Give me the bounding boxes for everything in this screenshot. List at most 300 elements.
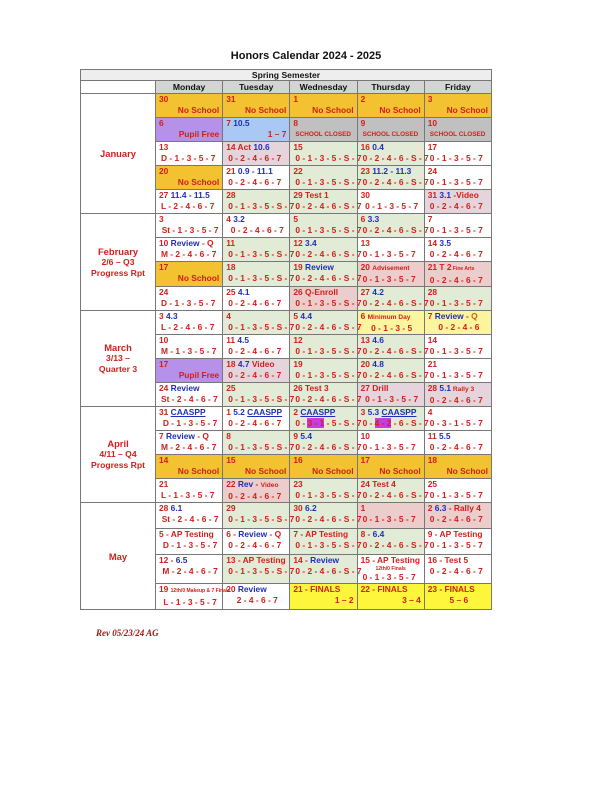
schedule-text: - 7 [282,442,295,452]
title-text: 18 [226,359,238,369]
title-text: 21 [427,359,438,369]
day-cell[interactable] [223,238,295,262]
day-cell-title [428,214,488,225]
day-cell[interactable] [156,190,223,214]
title-text: 13 [159,142,169,152]
day-cell-title [159,190,219,201]
day-cell-title [293,479,353,490]
lesson-number: 4.4 [300,311,313,321]
day-cell[interactable] [357,555,424,584]
day-cell[interactable] [290,407,362,431]
day-cell[interactable] [223,555,295,584]
day-cell-title [226,311,286,322]
s-period: S [276,322,283,332]
test-label: Q [274,529,282,539]
s-period: S [343,490,350,500]
title-text: 11 [226,335,238,345]
title-text: 20 [360,262,373,272]
day-cell[interactable] [156,431,223,455]
day-cell[interactable] [357,214,429,238]
day-cell-title [293,503,353,514]
schedule-text: 0 - 2 - 4 - 6 - [362,540,411,550]
day-cell[interactable] [290,190,362,214]
day-cell-title [159,238,219,249]
day-cell-title [293,287,353,298]
day-cell[interactable] [424,287,491,311]
day-cell-title [428,455,488,466]
day-cell-schedule [226,514,295,525]
lesson-number: 5.3 [367,407,380,417]
day-cell[interactable] [290,311,362,335]
s-period: S [343,273,350,283]
day-cell[interactable] [424,555,491,584]
day-cell-title [361,214,421,225]
day-cell[interactable] [424,190,491,214]
day-cell[interactable] [290,238,362,262]
day-cell[interactable] [424,503,491,529]
day-cell[interactable] [357,166,429,190]
day-cell-title [226,455,286,466]
day-cell[interactable] [156,455,223,479]
title-text: 24 [159,383,171,393]
title-text: 25 [226,287,238,297]
day-cell-title [226,407,286,418]
day-cell-title [361,118,421,129]
title-text: 29 [293,190,306,200]
day-cell[interactable] [424,311,491,335]
title-text: 10 [159,238,171,248]
day-cell[interactable] [357,383,424,407]
day-cell-schedule [361,540,429,551]
day-cell-schedule: 0 - 1 - 3 - 5 - 7 [362,274,416,284]
day-cell[interactable] [357,118,424,142]
day-cell[interactable] [424,407,491,431]
schedule-text: - 7 [416,153,429,163]
lesson-number: 4.6 [372,335,384,345]
day-cell[interactable] [424,142,491,166]
day-cell[interactable] [424,214,491,238]
day-cell-schedule: 1 – 2 [334,595,354,605]
day-cell-title [159,503,219,514]
day-cell[interactable] [357,529,429,555]
day-cell[interactable] [290,335,362,359]
title-text: 18 [427,455,438,465]
schedule-text: 0 - 2 - 4 - 6 - [362,177,411,187]
day-cell[interactable] [357,311,424,335]
day-cell-title [361,479,421,490]
day-cell[interactable] [424,118,491,142]
day-cell[interactable] [357,455,424,479]
day-cell-schedule: 0 - 1 - 3 - 5 - 7 [429,346,483,356]
day-cell-title [159,431,219,442]
day-cell[interactable] [223,118,290,142]
day-cell[interactable] [156,555,223,584]
day-cell-schedule: L - 2 - 4 - 6 - 7 [161,322,215,332]
day-cell[interactable] [223,503,295,529]
day-cell[interactable] [156,584,231,610]
schedule-text: 0 - 1 - 3 - 5 - [228,201,277,211]
day-cell-title [428,118,488,129]
title-text: 31 [226,94,236,104]
lesson-number: 5.2 [233,407,245,417]
day-cell[interactable] [290,214,362,238]
day-cell[interactable] [156,335,223,359]
title-text: 28 [159,503,171,513]
day-cell[interactable] [223,383,295,407]
s-period: S [343,249,350,259]
day-cell[interactable] [357,142,429,166]
schedule-text: - 7 [349,418,362,428]
title-text: 17 [159,262,169,272]
day-cell-title [226,335,286,346]
day-cell-title [159,407,219,418]
day-cell-title [293,142,353,153]
day-cell[interactable] [424,431,491,455]
day-cell-schedule [361,490,429,501]
day-cell-schedule: 0 - 2 - 4 - 6 - 7 [429,249,483,259]
day-cell-schedule: 0 - 2 - 4 - 6 - 7 [228,153,282,163]
title-text: 5 - AP Testing [159,529,214,539]
title-text: 14 [427,335,438,345]
title-text: CAASPP [381,407,417,417]
day-cell[interactable] [223,407,290,431]
day-cell[interactable] [424,262,491,287]
title-text: 4 [226,214,234,224]
title-text: 7 - AP Testing [293,529,349,539]
schedule-text: 0 - 2 - 4 - 6 - [295,273,344,283]
day-cell-title [293,431,353,442]
lesson-number: 5.4 [300,431,313,441]
day-cell[interactable] [357,503,424,529]
s-period: S [410,177,417,187]
day-cell[interactable] [223,359,290,383]
day-cell[interactable] [156,118,223,142]
schedule-text: 0 - 2 - 4 - 6 - [295,394,344,404]
lesson-number: 6.4 [372,529,385,539]
day-cell-title [293,529,353,540]
day-cell[interactable] [290,455,357,479]
day-cell[interactable] [223,142,290,166]
day-cell[interactable] [290,503,362,529]
title-text: 23 [293,479,303,489]
day-cell-schedule: D - 1 - 3 - 5 - 7 [162,418,218,428]
title-text: 2 [293,407,301,417]
day-cell-title [159,166,219,177]
day-cell-schedule [361,346,429,357]
day-cell[interactable] [357,262,424,287]
day-cell-schedule: Pupil Free [178,370,220,380]
day-cell[interactable] [357,479,429,503]
day-cell[interactable] [357,94,424,118]
day-cell-schedule: 0 - 2 - 4 - 6 - 7 [228,540,282,550]
day-cell[interactable] [156,529,223,555]
s-period: S [343,298,350,308]
title-text: 22 - FINALS [360,584,408,594]
week-row [81,407,492,431]
day-cell[interactable] [357,584,424,610]
day-cell[interactable] [424,94,491,118]
day-cell-schedule: M - 2 - 4 - 6 - 7 [162,566,218,576]
day-cell-schedule [293,370,362,381]
day-cell[interactable] [424,455,491,479]
day-cell-schedule: 0 - 1 - 3 - 5 - 7 [429,225,483,235]
day-cell[interactable] [290,94,357,118]
day-cell[interactable] [223,214,290,238]
s-period: S [343,566,350,576]
day-cell[interactable] [156,262,223,287]
day-cell[interactable] [156,238,223,262]
lesson-number: Review [237,584,267,594]
day-cell[interactable] [290,142,362,166]
title-text: 22 [226,479,238,489]
title-text: 3 [427,94,433,104]
day-cell[interactable] [424,238,491,262]
day-cell[interactable] [424,359,491,383]
schedule-text: 0 - 2 - 4 - 6 - [295,566,344,576]
title-text: 5 [293,311,301,321]
day-cell-schedule [361,177,429,188]
day-cell-title [361,94,421,105]
day-cell[interactable] [223,94,290,118]
day-cell[interactable] [290,262,362,287]
calendar-table [80,69,492,610]
schedule-text: - 7 [349,225,362,235]
title-text: 7 [427,214,433,224]
day-cell[interactable] [290,555,362,584]
title-text: 28 [226,190,236,200]
day-cell[interactable] [357,287,429,311]
day-cell-title [361,287,421,298]
day-cell[interactable] [156,407,223,431]
day-cell-schedule [293,442,362,453]
week-row [81,94,492,118]
schedule-text: 0 - 1 - 3 - 5 - [295,346,344,356]
day-cell[interactable] [156,94,223,118]
day-cell[interactable] [223,190,295,214]
day-cell-title [293,383,353,394]
day-cell-schedule [226,249,295,260]
day-cell[interactable] [424,335,491,359]
lesson-number: 6.1 [170,503,183,513]
day-cell[interactable] [223,584,290,610]
lesson-number: 5.5 [438,431,451,441]
day-cell-title [226,214,286,225]
day-cell[interactable] [223,431,295,455]
day-cell[interactable] [223,529,290,555]
day-cell[interactable] [357,238,424,262]
day-cell[interactable] [357,431,424,455]
day-cell-schedule: 1 – 7 [267,129,287,139]
day-cell-schedule: No School [446,105,488,115]
day-cell[interactable] [156,479,223,503]
day-cell-schedule: 0 - 3 - 1 - 5 - 7 [429,418,483,428]
day-cell-schedule: No School [312,466,354,476]
title-text: 26 Q-Enroll [293,287,339,297]
title-text: 10 [427,118,438,128]
day-cell-title [293,311,353,322]
title-text: Video [260,482,279,489]
day-cell[interactable] [357,359,429,383]
day-cell-title [428,238,488,249]
schedule-text: 0 - [295,418,308,428]
title-text: 18 [226,262,236,272]
lesson-number: 10.5 [233,118,250,128]
day-cell[interactable] [424,383,491,407]
day-cell[interactable] [424,166,491,190]
day-cell-schedule: 3 – 4 [402,595,421,605]
day-cell-schedule [293,540,362,551]
day-cell[interactable] [223,335,290,359]
day-cell-schedule: L - 2 - 4 - 6 - 7 [161,201,215,211]
title-text: 23 [360,166,373,176]
day-cell-title [361,190,421,201]
lesson-number: 4.7 [237,359,250,369]
lesson-number: 3.5 [439,238,452,248]
day-cell-schedule: 0 - 2 - 4 - 6 - 7 [228,491,282,501]
day-cell[interactable] [223,262,295,287]
day-cell[interactable] [357,190,424,214]
title-text: 19 [293,262,306,272]
day-cell-schedule [226,566,295,577]
schedule-text: 0 - 1 - 3 - 5 - [228,566,277,576]
schedule-text: 0 - [362,418,375,428]
schedule-text: - 7 [349,442,362,452]
day-cell-title [428,584,488,595]
title-text: 31 [159,407,171,417]
day-cell[interactable] [424,584,491,610]
month-note: 4/11 – Q4 [99,449,137,459]
schedule-text: 0 - 2 - 4 - 6 - [295,322,344,332]
day-cell[interactable] [156,142,223,166]
day-cell[interactable] [290,479,362,503]
day-cell-title [428,503,488,514]
day-cell-schedule: D - 1 - 3 - 5 - 7 [161,298,216,308]
day-cell[interactable] [223,479,290,503]
day-cell[interactable] [156,311,223,335]
day-cell[interactable] [156,287,223,311]
test-label: Test 1 [305,190,329,200]
day-cell-schedule [361,153,429,164]
day-cell-schedule: 0 - 1 - 3 - 5 - 7 [429,540,483,550]
schedule-text: - 7 [349,273,362,283]
day-cell-schedule: Pupil Free [178,129,220,139]
schedule-text: - 7 [282,249,295,259]
day-cell-title [428,359,488,370]
title-text: 11 [427,431,439,441]
day-header-thursday: Thursday [357,81,424,94]
day-cell-title [226,142,286,153]
day-cell-schedule: No School [312,105,354,115]
day-cell[interactable] [424,479,491,503]
day-cell[interactable] [156,166,223,190]
day-cell[interactable] [290,584,357,610]
schedule-text: 0 - 2 - 4 - 6 - [362,346,411,356]
title-text: 4 [427,407,433,417]
day-cell-schedule: 0 - 1 - 3 - 5 - 7 [365,394,419,404]
day-cell[interactable] [290,166,362,190]
day-cell[interactable] [357,335,429,359]
day-cell-schedule [293,273,362,284]
title-text: 1 [293,94,299,104]
title-text: CAASPP [300,407,336,417]
schedule-text: 0 - 1 - 3 - 5 - [228,442,277,452]
day-cell[interactable] [290,431,362,455]
day-cell-schedule: 0 - 2 - 4 - 6 - 7 [228,177,282,187]
lesson-number: 4.8 [372,359,384,369]
test-label: Test 4 [372,479,396,489]
day-cell[interactable] [290,529,362,555]
day-cell-title [226,584,286,595]
schedule-text: 0 - 1 - 3 - 5 - [295,225,344,235]
day-cell[interactable] [156,383,223,407]
day-cell-schedule: 0 - 1 - 3 - 5 - 7 [429,177,483,187]
day-cell-title [226,359,286,370]
s-period: S [343,370,350,380]
title-text: 12 [293,335,303,345]
day-cell[interactable] [223,287,290,311]
title-text: 12th/0 Makeup & 7 Finals [170,588,231,594]
day-cell-title [159,142,219,153]
day-cell[interactable] [290,118,357,142]
title-text: 7 [226,118,234,128]
title-text: 30 [159,94,169,104]
day-cell-title [159,479,219,490]
day-cell-schedule: No School [244,105,287,115]
day-cell-title [361,142,421,153]
title-text: 7 [159,431,166,441]
day-cell-title [293,118,353,129]
day-cell[interactable] [223,166,290,190]
lesson-number: Review [170,383,200,393]
title-text: 14 Act [226,142,254,152]
schedule-text: 0 - 1 - 3 - 5 - [295,298,344,308]
s-period: S [343,322,350,332]
day-cell-schedule [293,394,362,405]
week-row [81,503,492,529]
s-period: S [410,418,417,428]
title-text: 31 [427,190,440,200]
day-cell[interactable] [357,407,429,431]
schedule-text: - 7 [349,201,362,211]
month-note: 3/13 – [106,353,130,363]
schedule-text: 0 - 2 - 4 - 6 - [295,249,344,259]
title-text: 13 [360,238,370,248]
day-cell[interactable] [223,311,295,335]
day-cell-title [428,142,488,153]
day-cell-schedule: No School [446,466,488,476]
day-cell[interactable] [290,287,362,311]
day-cell-title [226,431,286,442]
schedule-text: - 7 [349,394,362,404]
title-text: 10 [159,335,169,345]
day-cell-title [428,383,488,395]
day-cell[interactable] [156,503,223,529]
day-cell[interactable] [223,455,290,479]
day-cell-schedule [293,322,362,333]
month-name: February [97,245,139,257]
schedule-text: - 7 [416,540,429,550]
test-label: Q [202,431,209,441]
day-cell[interactable] [424,529,491,555]
s-period: S [276,249,283,259]
day-cell[interactable] [156,214,223,238]
day-cell[interactable] [290,359,362,383]
week-row [81,214,492,238]
title-text: 3 [159,311,166,321]
day-cell[interactable] [156,359,223,383]
day-cell[interactable] [290,383,362,407]
day-cell-schedule [361,370,429,381]
